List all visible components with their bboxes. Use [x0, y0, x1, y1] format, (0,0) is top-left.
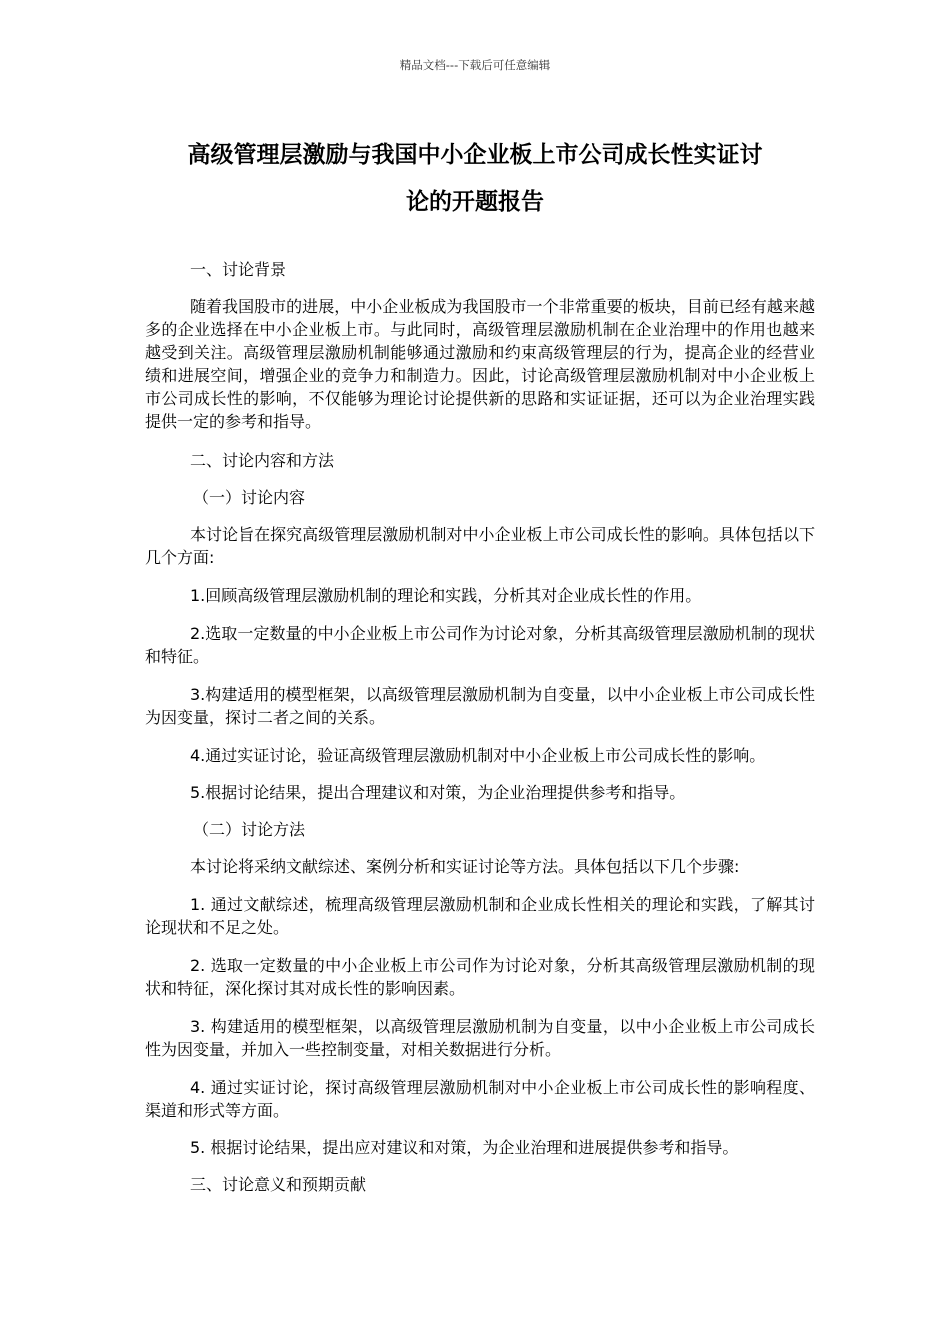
page-header-note: 精品文档---下载后可任意编辑	[399, 58, 551, 72]
content-list-item: 4.通过实证讨论，验证高级管理层激励机制对中小企业板上市公司成长性的影响。	[190, 746, 766, 765]
content-intro-paragraph: 本讨论旨在探究高级管理层激励机制对中小企业板上市公司成长性的影响。具体包括以下几个方面:	[145, 525, 815, 567]
content-list-item: 5.根据讨论结果，提出合理建议和对策，为企业治理提供参考和指导。	[190, 783, 686, 802]
section-1-heading: 一、讨论背景	[190, 260, 287, 279]
content-list-item: 1.回顾高级管理层激励机制的理论和实践，分析其对企业成长性的作用。	[190, 586, 702, 605]
section-2-heading: 二、讨论内容和方法	[190, 451, 335, 470]
method-list-item: 4. 通过实证讨论，探讨高级管理层激励机制对中小企业板上市公司成长性的影响程度、渠道和形式等方面。	[145, 1078, 815, 1120]
section-3-heading: 三、讨论意义和预期贡献	[190, 1175, 367, 1194]
method-list-item: 3. 构建适用的模型框架，以高级管理层激励机制为自变量，以中小企业板上市公司成长性为因变量，并加入一些控制变量，对相关数据进行分析。	[145, 1017, 815, 1059]
method-list-item: 5. 根据讨论结果，提出应对建议和对策，为企业治理和进展提供参考和指导。	[190, 1138, 739, 1157]
section-1-paragraph: 随着我国股市的进展，中小企业板成为我国股市一个非常重要的板块，目前已经有越来越多的企业选择在中小企业板上市。与此同时，高级管理层激励机制在企业治理中的作用也越来越受到关注。高级管理层激励机制能够通过激励和约束高级管理层的行为，提高企业的经营业绩和进展空间，增强企业的竞争力和制造力。因此，讨论高级管理层激励机制对中小企业板上市公司成长性的影响，不仅能够为理论讨论提供新的思路和实证证据，还可以为企业治理实践提供一定的参考和指导。	[145, 297, 815, 431]
method-list-item: 2. 选取一定数量的中小企业板上市公司作为讨论对象，分析其高级管理层激励机制的现状和特征，深化探讨其对成长性的影响因素。	[145, 956, 815, 998]
method-list-item: 1. 通过文献综述，梳理高级管理层激励机制和企业成长性相关的理论和实践，了解其讨论现状和不足之处。	[145, 895, 815, 937]
document-title-line-2: 论的开题报告	[406, 189, 544, 215]
content-list-item: 3.构建适用的模型框架，以高级管理层激励机制为自变量，以中小企业板上市公司成长性为因变量，探讨二者之间的关系。	[145, 685, 815, 727]
section-2-subheading-method: （二）讨论方法	[193, 820, 306, 839]
section-2-subheading-content: （一）讨论内容	[193, 488, 306, 507]
method-intro-paragraph: 本讨论将采纳文献综述、案例分析和实证讨论等方法。具体包括以下几个步骤:	[190, 857, 740, 876]
document-title-line-1: 高级管理层激励与我国中小企业板上市公司成长性实证讨	[187, 142, 763, 168]
content-list-item: 2.选取一定数量的中小企业板上市公司作为讨论对象，分析其高级管理层激励机制的现状和特征。	[145, 624, 815, 666]
